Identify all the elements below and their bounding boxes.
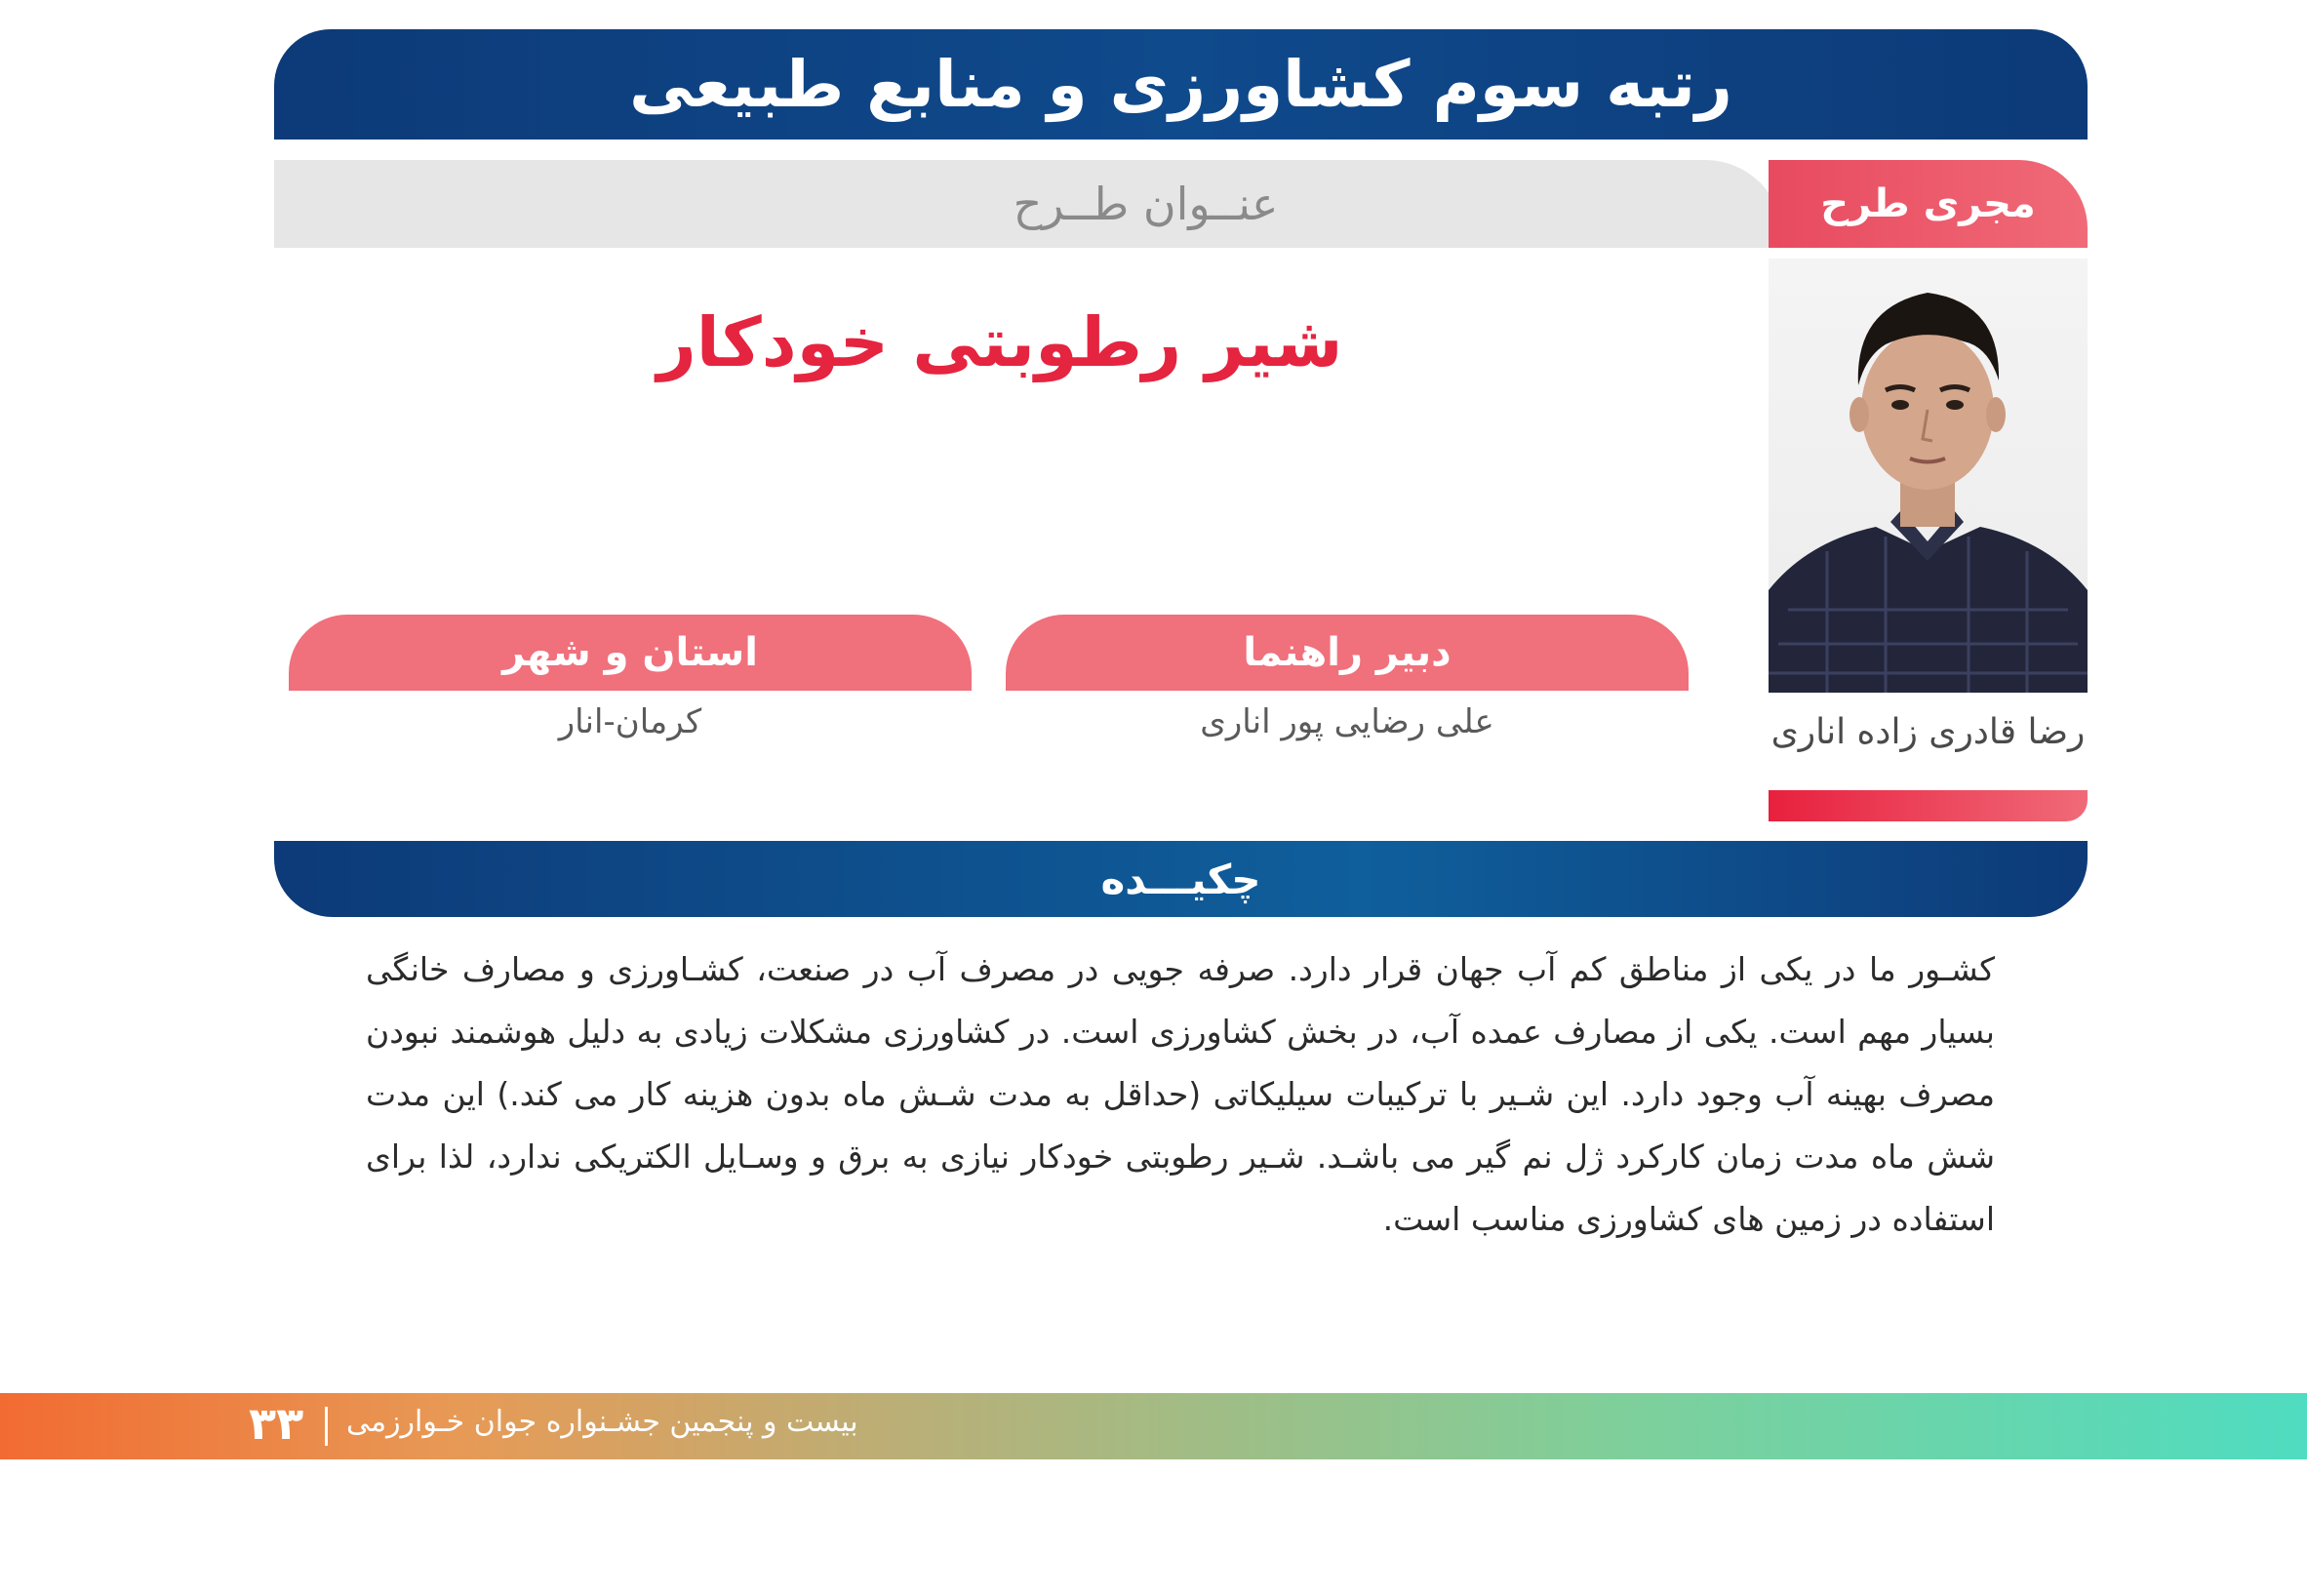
abstract-label: چکیـــده [1100, 855, 1261, 903]
executor-divider [1769, 790, 2088, 821]
page-title: رتبه سوم کشاورزی و منابع طبیعی [629, 47, 1732, 122]
page-number: ۳۳ [249, 1397, 304, 1450]
project-section-label: عنــوان طــرح [1013, 178, 1279, 230]
advisor-name: علی رضایی پور اناری [1200, 702, 1494, 741]
portrait-image [1769, 259, 2088, 693]
abstract-banner [274, 841, 2088, 917]
project-title-header [274, 160, 1783, 248]
title-banner [274, 29, 2088, 140]
advisor-label: دبیر راهنما [1243, 630, 1452, 675]
executor-label: مجری طرح [1820, 181, 2036, 226]
project-title: شیر رطوبتی خودکار [656, 302, 1343, 382]
advisor-tab [1006, 615, 1689, 691]
footer-divider [325, 1407, 328, 1446]
executor-name: رضا قادری زاده اناری [1770, 712, 2086, 752]
province-label: استان و شهر [502, 630, 758, 675]
province-city: کرمان-انار [558, 702, 702, 741]
abstract-text: کشـور ما در یکی از مناطق کم آب جهان قرار دارد. صرفه جویی در مصرف آب در صنعت، کشـاورزی و مصارف خانگی بسیار مهم است. یکی از مصارف عمده آب، در بخش کشاورزی است. در کشاورزی مشکلات زیادی به دلیل هوشمند نبودن مصرف بهینه آب وجود دارد. این شـیر با ترکیبات سیلیکاتی (حداقل به مدت شـش ماه بدون هزینه کار می کند.) این مدت شش ماه مدت زمان کارکرد ژل نم گیر می باشـد. شـیر رطوبتی خودکار نیازی به برق و وسـایل الکتریکی ندارد، لذا برای استفاده در زمین های کشاورزی مناسب است. [366, 950, 1995, 1238]
footer-festival-name: بیست و پنجمین جشـنواره جوان خـوارزمی [346, 1405, 858, 1439]
executor-photo [1769, 259, 2088, 693]
executor-tab [1769, 160, 2088, 248]
province-tab [289, 615, 972, 691]
